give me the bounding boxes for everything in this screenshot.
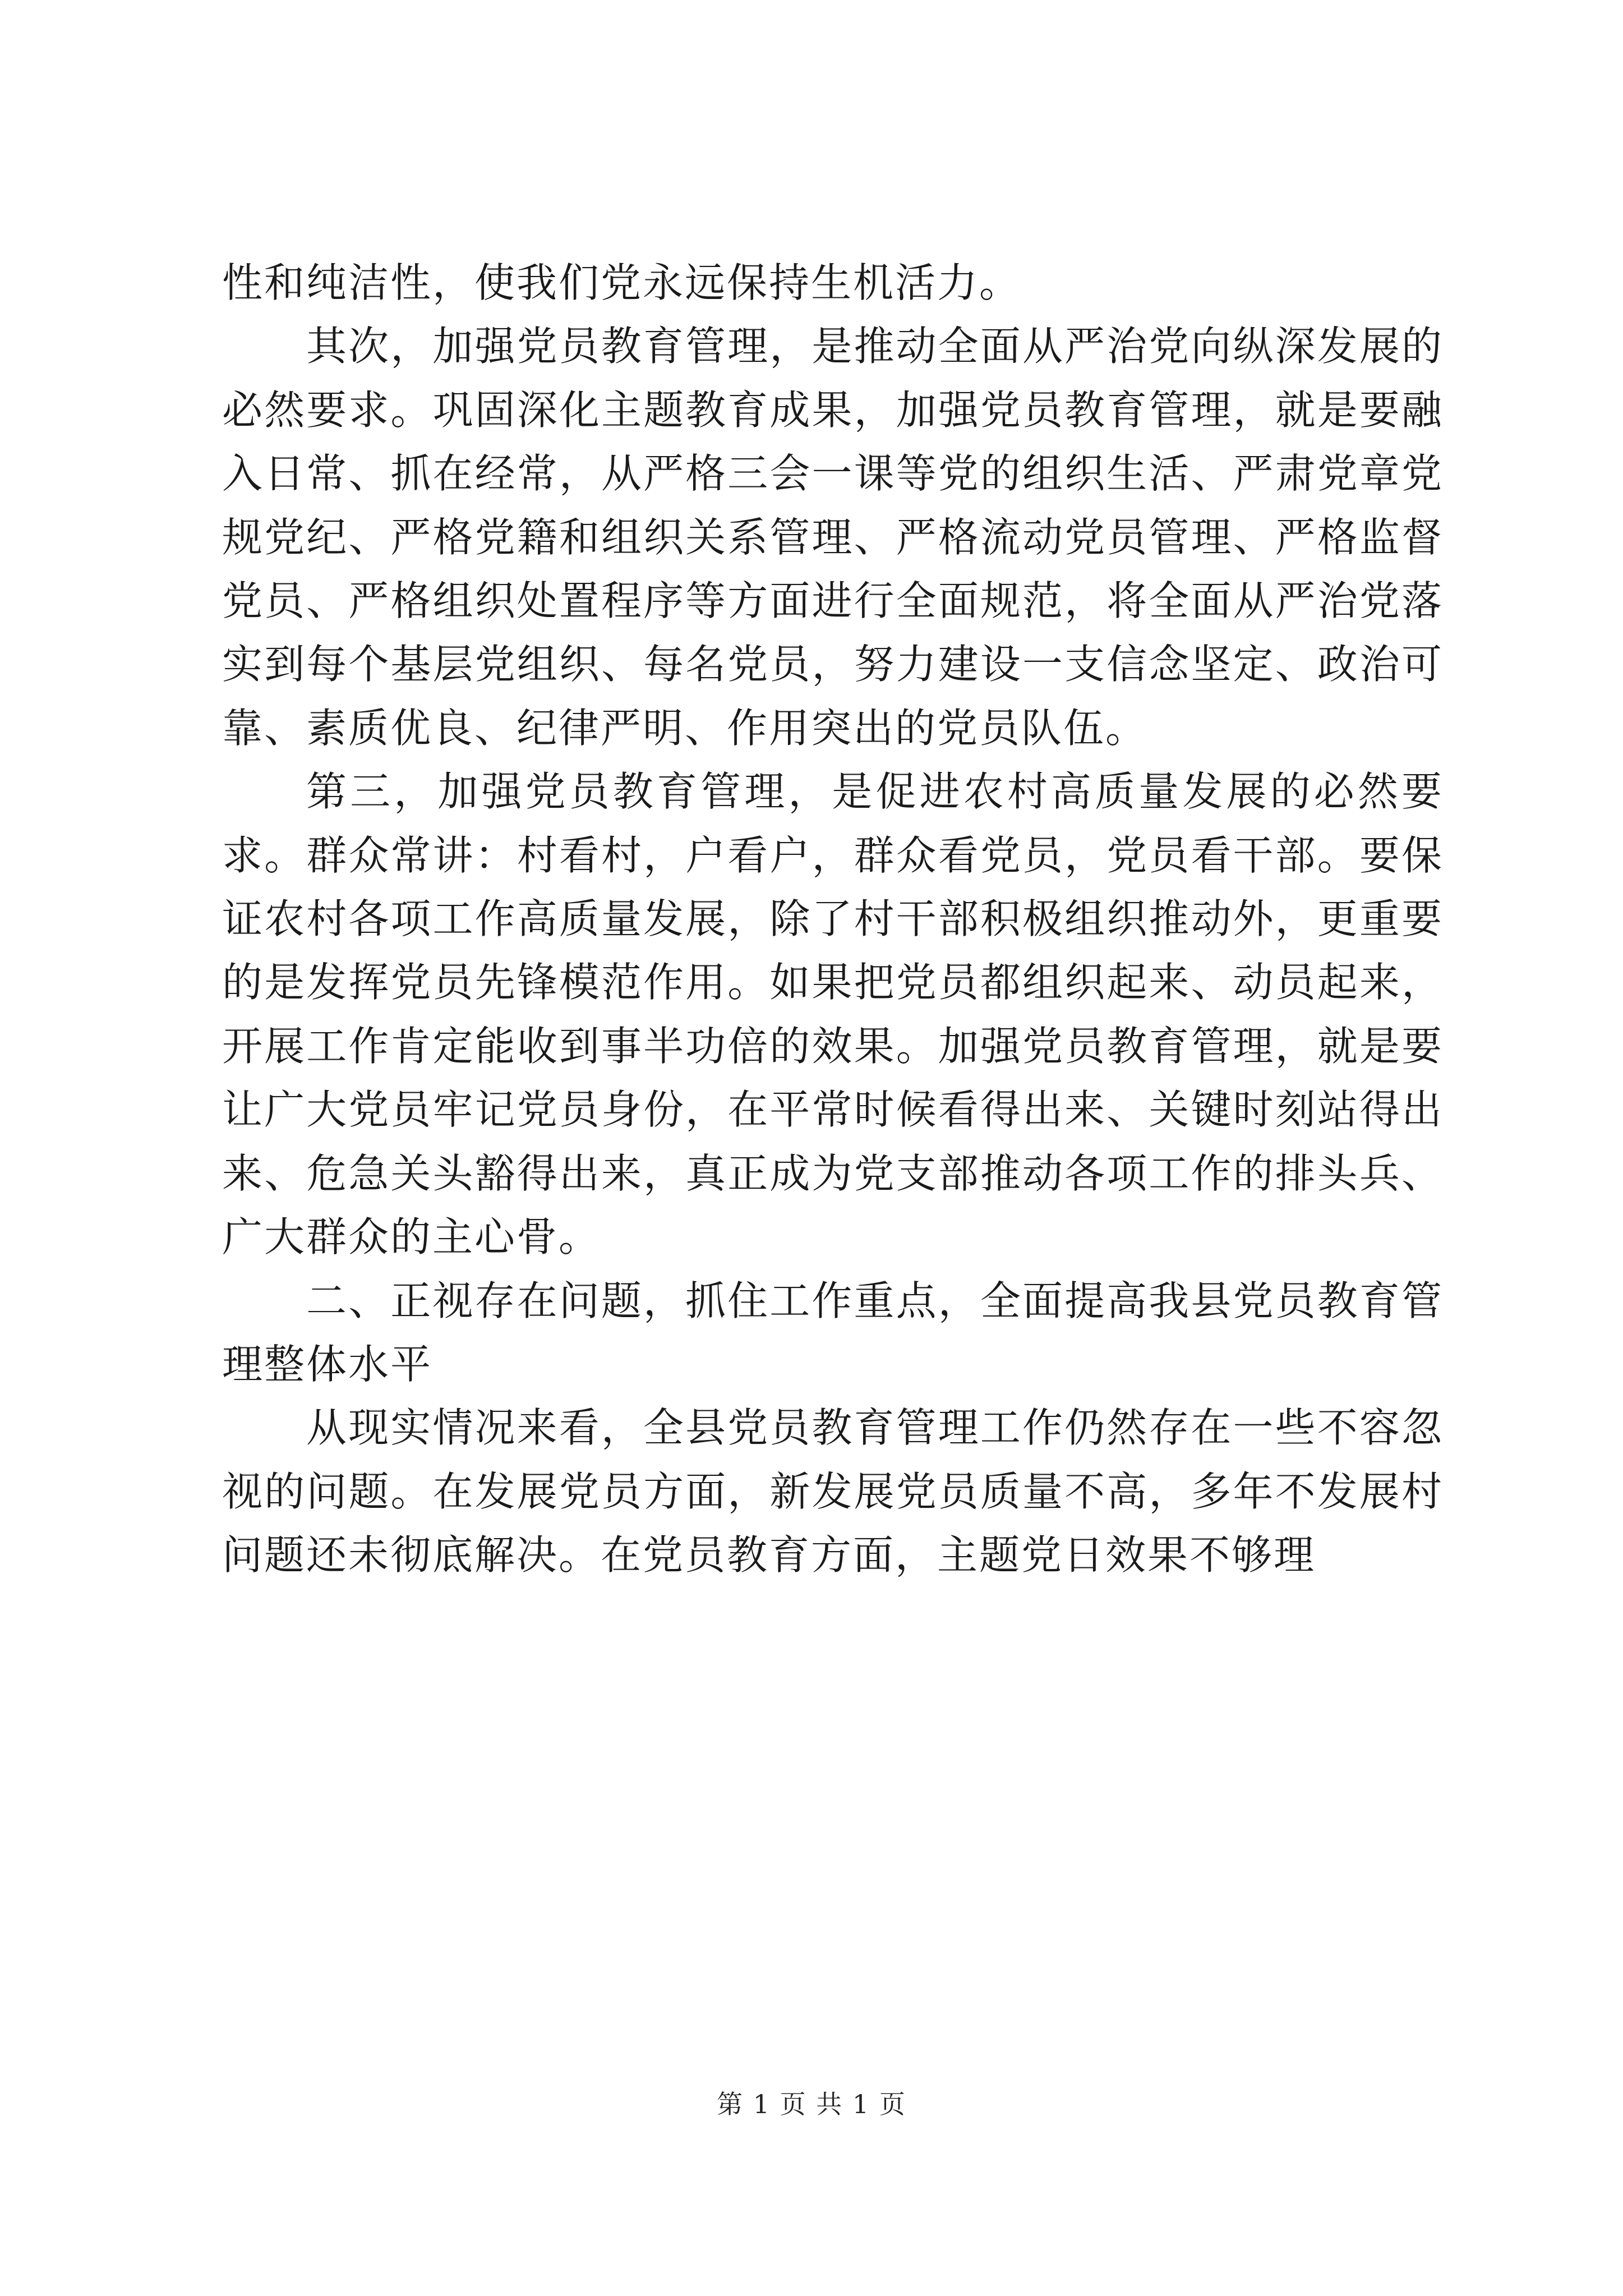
paragraph-2: 其次，加强党员教育管理，是推动全面从严治党向纵深发展的必然要求。巩固深化主题教育成果，加强党员教育管理，就是要融入日常、抓在经常，从严格三会一课等党的组织生活、严肃党章党规党纪、严格党籍和组织关系管理、严格流动党员管理、严格监督党员、严格组织处置程序等方面进行全面规范，将全面从严治党落实到每个基层党组织、每名党员，努力建设一支信念坚定、政治可靠、素质优良、纪律严明、作用突出的党员队伍。 [222, 323, 1444, 752]
paragraph-4: 从现实情况来看，全县党员教育管理工作仍然存在一些不容忽视的问题。在发展党员方面，新发展党员质量不高，多年不发展村问题还未彻底解决。在党员教育方面，主题党日效果不够理 [222, 1404, 1444, 1579]
paragraph-3: 第三，加强党员教育管理，是促进农村高质量发展的必然要求。群众常讲：村看村，户看户，群众看党员，党员看干部。要保证农村各项工作高质量发展，除了村干部积极组织推动外，更重要的是发挥党员先锋模范作用。如果把党员都组织起来、动员起来，开展工作肯定能收到事半功倍的效果。加强党员教育管理，就是要让广大党员牢记党员身份，在平常时候看得出来、关键时刻站得出来、危急关头豁得出来，真正成为党支部推动各项工作的排头兵、广大群众的主心骨。 [222, 768, 1444, 1261]
paragraph-1: 性和纯洁性，使我们党永远保持生机活力。 [222, 259, 1022, 306]
page-number-footer: 第 1 页 共 1 页 [717, 2089, 906, 2119]
document-body [222, 251, 1444, 1588]
section-heading: 二、正视存在问题，抓住工作重点，全面提高我县党员教育管理整体水平 [222, 1277, 1444, 1388]
